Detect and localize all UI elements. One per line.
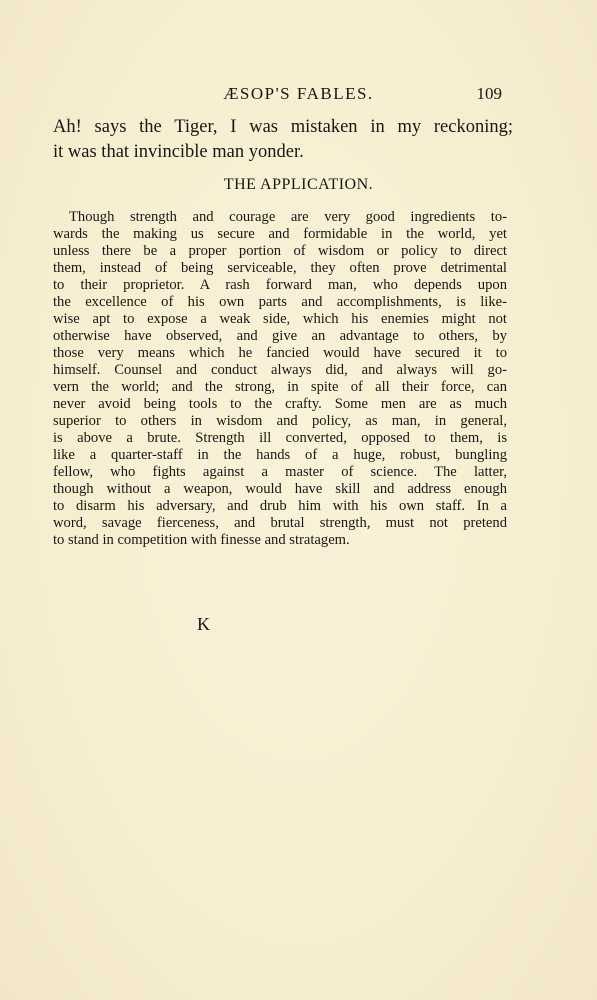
page-number: 109 <box>476 84 502 103</box>
running-title: ÆSOP'S FABLES. <box>223 84 374 103</box>
paragraph-line: like a quarter-staff in the hands of a huge, robust, bungling <box>53 447 507 463</box>
paragraph-line: never avoid being tools to the crafty. Some men are as much <box>53 396 507 412</box>
paragraph-line: to stand in competition with finesse and stratagem. <box>53 532 350 548</box>
fable-line: it was that invincible man yonder. <box>53 142 304 162</box>
paragraph-line: otherwise have observed, and give an advantage to others, by <box>53 328 507 344</box>
fable-closing-text <box>53 115 513 165</box>
paragraph-line: is above a brute. Strength ill converted, opposed to them, is <box>53 430 507 446</box>
paragraph-line: superior to others in wisdom and policy, as man, in general, <box>53 413 507 429</box>
application-paragraph <box>53 209 507 549</box>
paragraph-line: word, savage fierceness, and brutal strength, must not pretend <box>53 515 507 531</box>
paragraph-line: fellow, who fights against a master of science. The latter, <box>53 464 507 480</box>
running-head <box>0 84 597 108</box>
paragraph-line: wise apt to expose a weak side, which his enemies might not <box>53 311 507 327</box>
section-heading: THE APPLICATION. <box>223 176 374 193</box>
paragraph-line: those very means which he fancied would have secured it to <box>53 345 507 361</box>
paragraph-line: vern the world; and the strong, in spite of all their force, can <box>53 379 507 395</box>
paragraph-line: wards the making us secure and formidable in the world, yet <box>53 226 507 242</box>
paragraph-line: Though strength and courage are very good ingredients to- <box>69 209 507 225</box>
paragraph-line: to disarm his adversary, and drub him with his own staff. In a <box>53 498 507 514</box>
paragraph-line: to their proprietor. A rash forward man, who depends upon <box>53 277 507 293</box>
fable-line: Ah! says the Tiger, I was mistaken in my reckoning; <box>53 117 513 137</box>
paragraph-line: though without a weapon, would have skill and address enough <box>53 481 507 497</box>
paragraph-line: unless there be a proper portion of wisdom or policy to direct <box>53 243 507 259</box>
paragraph-line: himself. Counsel and conduct always did, and always will go- <box>53 362 507 378</box>
paragraph-line: the excellence of his own parts and accomplishments, is like- <box>53 294 507 310</box>
paragraph-line: them, instead of being serviceable, they often prove detrimental <box>53 260 507 276</box>
signature-mark: K <box>197 614 210 634</box>
